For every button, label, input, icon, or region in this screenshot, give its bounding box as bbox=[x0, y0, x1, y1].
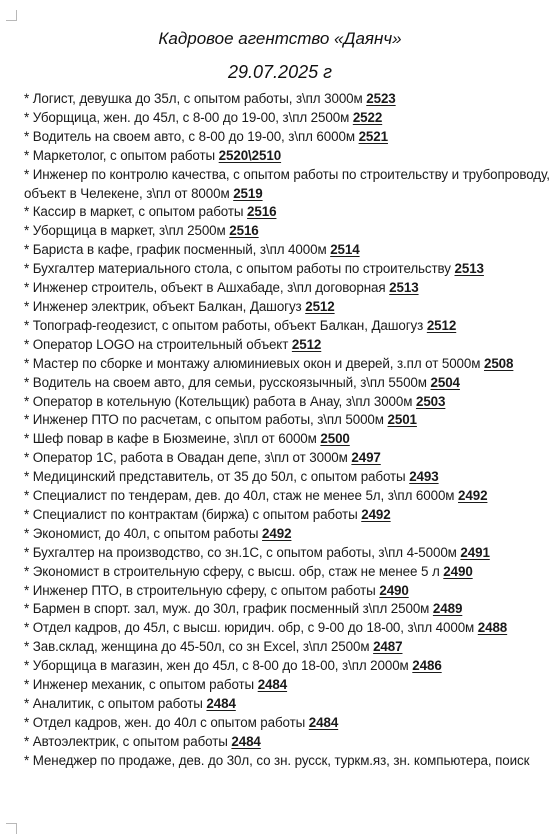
job-description: * Специалист по контрактам (биржа) с опытом работы bbox=[24, 506, 362, 522]
job-description: * Бармен в спорт. зал, муж. до 30л, график посменный з\пл 2500м bbox=[24, 601, 433, 617]
page-corner-mark-top bbox=[6, 10, 17, 21]
job-listing bbox=[24, 695, 550, 714]
job-listing bbox=[24, 279, 550, 298]
job-description: * Инженер строитель, объект в Ашхабаде, з\пл договорная bbox=[24, 280, 390, 296]
job-listing bbox=[24, 638, 550, 657]
job-description: * Инженер по контролю качества, с опытом работы по строительству и трубопроводу, объект в Челекене, з\пл от 8000м bbox=[24, 166, 550, 201]
job-listing bbox=[24, 411, 550, 430]
job-description: * Инженер электрик, объект Балкан, Дашогуз bbox=[24, 298, 306, 314]
job-description: * Бухгалтер на производство, со зн.1С, с опытом работы, з\пл 4-5000м bbox=[24, 544, 461, 560]
page-corner-mark-bottom bbox=[6, 823, 17, 834]
vacancy-code: 2487 bbox=[373, 639, 403, 655]
job-description: * Бариста в кафе, график посменный, з\пл 4000м bbox=[24, 242, 331, 258]
job-description: * Водитель на своем авто, для семьи, русскоязычный, з\пл 5500м bbox=[24, 374, 431, 390]
vacancy-code: 2497 bbox=[351, 450, 381, 466]
vacancy-code: 2492 bbox=[458, 488, 488, 504]
job-description: * Зав.склад, женщина до 45-50л, со зн Excel, з\пл 2500м bbox=[24, 639, 374, 655]
job-description: * Автоэлектрик, с опытом работы bbox=[24, 733, 232, 749]
job-description: * Оператор LOGO на строительный объект bbox=[24, 336, 292, 352]
job-listing bbox=[24, 525, 550, 544]
job-description: * Оператор в котельную (Котельщик) работа в Анау, з\пл 3000м bbox=[24, 393, 416, 409]
job-listing bbox=[24, 563, 550, 582]
job-description: * Отдел кадров, до 45л, с высш. юридич. обр, с 9-00 до 18-00, з\пл 4000м bbox=[24, 620, 478, 636]
job-listing bbox=[24, 241, 550, 260]
job-description: * Оператор 1С, работа в Овадан депе, з\пл от 3000м bbox=[24, 450, 352, 466]
job-listing bbox=[24, 676, 550, 695]
job-listing bbox=[24, 166, 550, 204]
job-listing bbox=[24, 600, 550, 619]
vacancy-code: 2520\2510 bbox=[218, 147, 282, 163]
vacancy-code: 2503 bbox=[415, 393, 446, 409]
job-description: * Экономист в строительную сферу, с высш. обр, стаж не менее 5 л bbox=[24, 563, 444, 579]
vacancy-code: 2489 bbox=[432, 601, 463, 617]
vacancy-code: 2513 bbox=[389, 280, 419, 296]
job-description: * Топограф-геодезист, с опытом работы, объект Балкан, Дашогуз bbox=[24, 317, 427, 333]
job-listing bbox=[24, 430, 550, 449]
vacancy-code: 2514 bbox=[330, 242, 360, 258]
vacancy-code: 2500 bbox=[320, 431, 350, 447]
job-description: * Водитель на своем авто, с 8-00 до 19-00, з\пл 6000м bbox=[24, 128, 359, 144]
job-listing bbox=[24, 619, 550, 638]
vacancy-code: 2484 bbox=[308, 714, 339, 730]
vacancy-code: 2516 bbox=[247, 204, 277, 220]
vacancy-code: 2484 bbox=[206, 696, 236, 711]
vacancy-code: 2491 bbox=[460, 544, 490, 560]
vacancy-code: 2484 bbox=[231, 733, 261, 749]
vacancy-code: 2490 bbox=[443, 563, 473, 579]
vacancy-code: 2523 bbox=[366, 91, 396, 106]
job-listing bbox=[24, 260, 550, 279]
vacancy-code: 2512 bbox=[305, 298, 335, 314]
vacancy-code: 2508 bbox=[483, 355, 514, 371]
job-description: * Медицинский представитель, от 35 до 50л, с опытом работы bbox=[24, 469, 410, 485]
vacancy-code: 2501 bbox=[387, 412, 417, 428]
job-description: * Логист, девушка до 35л, с опытом работы, з\пл 3000м bbox=[24, 91, 367, 106]
job-listing bbox=[24, 582, 550, 601]
vacancy-code: 2522 bbox=[352, 109, 383, 125]
job-listing bbox=[24, 128, 550, 147]
document-date: 29.07.2025 г bbox=[228, 62, 332, 82]
job-description: * Аналитик, с опытом работы bbox=[24, 696, 207, 711]
vacancy-code: 2504 bbox=[430, 374, 460, 390]
vacancy-code: 2512 bbox=[426, 317, 457, 333]
vacancy-code: 2484 bbox=[257, 677, 288, 693]
job-listing bbox=[24, 714, 550, 733]
job-description: * Менеджер по продаже, дев. до 30л, со зн. русск, туркм.яз, зн. компьютера, поиск bbox=[24, 752, 530, 768]
job-description: * Инженер ПТО по расчетам, с опытом работы, з\пл 5000м bbox=[24, 412, 388, 428]
job-description: * Уборщица в маркет, з\пл 2500м bbox=[24, 223, 230, 239]
job-listing bbox=[24, 222, 550, 241]
job-description: * Уборщица в магазин, жен до 45л, с 8-00 до 18-00, з\пл 2000м bbox=[24, 658, 413, 674]
job-description: * Инженер ПТО, в строительную сферу, с опытом работы bbox=[24, 582, 380, 598]
job-listing bbox=[24, 449, 550, 468]
job-listing bbox=[24, 298, 550, 317]
job-listing bbox=[24, 90, 550, 109]
job-description: * Специалист по тендерам, дев. до 40л, стаж не менее 5л, з\пл 6000м bbox=[24, 488, 459, 504]
vacancy-code: 2490 bbox=[379, 582, 409, 598]
job-list bbox=[24, 90, 550, 771]
vacancy-code: 2492 bbox=[262, 525, 292, 541]
job-listing bbox=[24, 147, 550, 166]
job-listing bbox=[24, 544, 550, 563]
vacancy-code: 2486 bbox=[412, 658, 442, 674]
job-listing bbox=[24, 374, 550, 393]
vacancy-code: 2488 bbox=[477, 620, 508, 636]
job-description: * Маркетолог, с опытом работы bbox=[24, 147, 219, 163]
job-description: * Кассир в маркет, с опытом работы bbox=[24, 204, 248, 220]
job-listing bbox=[24, 506, 550, 525]
vacancy-code: 2521 bbox=[358, 128, 388, 144]
job-listing bbox=[24, 733, 550, 752]
job-listing bbox=[24, 468, 550, 487]
job-listing bbox=[24, 752, 550, 771]
job-listing bbox=[24, 393, 550, 412]
job-description: * Уборщица, жен. до 45л, с 8-00 до 19-00, з\пл 2500м bbox=[24, 109, 353, 125]
vacancy-code: 2516 bbox=[229, 223, 259, 239]
job-description: * Мастер по сборке и монтажу алюминиевых окон и дверей, з.пл от 5000м bbox=[24, 355, 484, 371]
vacancy-code: 2493 bbox=[409, 469, 439, 485]
job-listing bbox=[24, 657, 550, 676]
job-listing bbox=[24, 317, 550, 336]
job-listing bbox=[24, 203, 550, 222]
job-listing bbox=[24, 487, 550, 506]
vacancy-code: 2492 bbox=[361, 506, 391, 522]
vacancy-code: 2512 bbox=[291, 336, 322, 352]
job-description: * Шеф повар в кафе в Бюзмеине, з\пл от 6000м bbox=[24, 431, 321, 447]
job-description: * Бухгалтер материального стола, с опытом работы по строительству bbox=[24, 261, 455, 277]
job-listing bbox=[24, 109, 550, 128]
job-listing bbox=[24, 355, 550, 374]
job-description: * Инженер механик, с опытом работы bbox=[24, 677, 258, 693]
vacancy-code: 2519 bbox=[233, 185, 263, 201]
agency-title: Кадровое агентство «Даянч» bbox=[158, 29, 402, 48]
job-description: * Экономист, до 40л, с опытом работы bbox=[24, 525, 263, 541]
job-description: * Отдел кадров, жен. до 40л с опытом работы bbox=[24, 714, 309, 730]
job-listing bbox=[24, 336, 550, 355]
vacancy-code: 2513 bbox=[454, 261, 484, 277]
